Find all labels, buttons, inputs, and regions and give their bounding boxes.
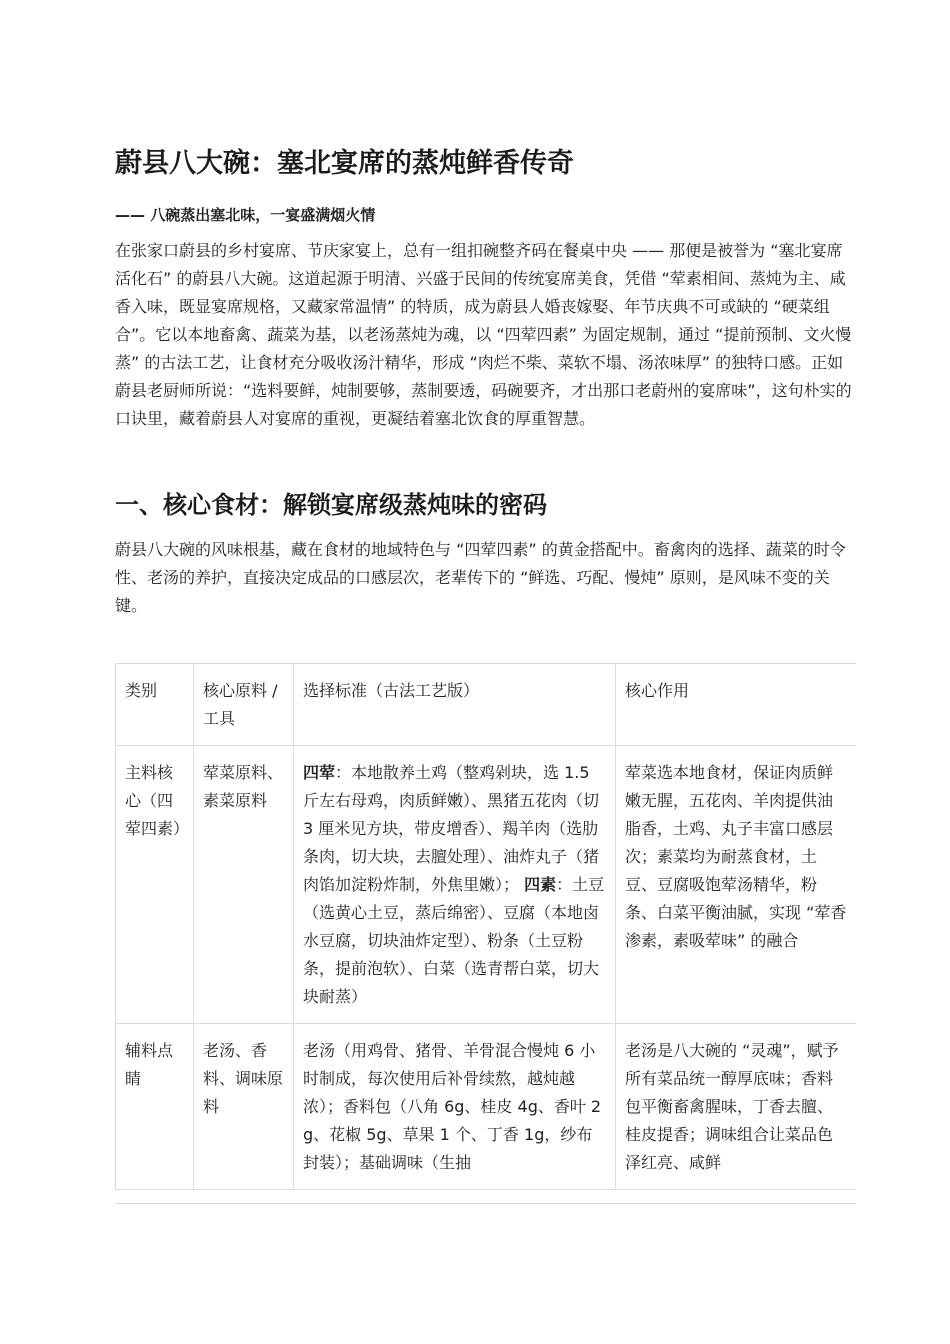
table-cell-role: 荤菜选本地食材，保证肉质鲜嫩无腥，五花肉、羊肉提供油脂香，土鸡、丸子丰富口感层次；素菜均为耐蒸食材，土豆、豆腐吸饱荤汤精华，粉条、白菜平衡油腻，实现 “荤香渗素，素吸荤味” 的融合: [616, 746, 857, 1024]
table-row: [116, 1024, 857, 1190]
table-header-cell: 选择标准（古法工艺版）: [294, 664, 616, 746]
table-row: [116, 746, 857, 1024]
table-cell-materials: 老汤、香料、调味原料: [194, 1024, 294, 1190]
bold-label-veg: 四素: [524, 875, 557, 894]
page-subtitle: —— 八碗蒸出塞北味，一宴盛满烟火情: [115, 206, 376, 224]
table-cell-role: 老汤是八大碗的 “灵魂”，赋予所有菜品统一醇厚底味；香料包平衡畜禽腥味，丁香去膻、桂皮提香；调味组合让菜品色泽红亮、咸鲜: [616, 1024, 857, 1190]
standard-text-meat: ：本地散养土鸡（整鸡剁块，选 1.5 斤左右母鸡，肉质鲜嫩）、黑猪五花肉（切 3 厘米见方块，带皮增香）、羯羊肉（选肋条肉，切大块，去膻处理）、油炸丸子（猪肉馅加淀粉炸制，外焦里嫩）；: [303, 763, 600, 894]
section-intro-paragraph: 蔚县八大碗的风味根基，藏在食材的地域特色与 “四荤四素” 的黄金搭配中。畜禽肉的选择、蔬菜的时令性、老汤的养护，直接决定成品的口感层次，老辈传下的 “鲜选、巧配、慢炖” 原则，是风味不变的关键。: [115, 540, 846, 615]
section-heading: 一、核心食材：解锁宴席级蒸炖味的密码: [115, 491, 547, 519]
ingredients-table: [115, 663, 856, 1190]
bold-label-meat: 四荤: [303, 763, 336, 782]
intro-paragraph: 在张家口蔚县的乡村宴席、节庆家宴上，总有一组扣碗整齐码在餐桌中央 —— 那便是被誉为 “塞北宴席活化石” 的蔚县八大碗。这道起源于明清、兴盛于民间的传统宴席美食，凭借 “荤素相间、蒸炖为主、咸香入味，既显宴席规格，又藏家常温情” 的特质，成为蔚县人婚丧嫁娶、年节庆典不可或缺的 “硬菜组合”。它以本地畜禽、蔬菜为基，以老汤蒸炖为魂，以 “四荤四素” 为固定规制，通过 “提前预制、文火慢蒸” 的古法工艺，让食材充分吸收汤汁精华，形成 “肉烂不柴、菜软不塌、汤浓味厚” 的独特口感。正如蔚县老厨师所说：“选料要鲜，炖制要够，蒸制要透，码碗要齐，才出那口老蔚州的宴席味”，这句朴实的口诀里，藏着蔚县人对宴席的重视，更凝结着塞北饮食的厚重智慧。: [115, 241, 852, 428]
table-header-cell: 核心作用: [616, 664, 857, 746]
table-header-row: [116, 664, 857, 746]
page-title: 蔚县八大碗：塞北宴席的蒸炖鲜香传奇: [115, 148, 574, 179]
standard-text-veg: ：土豆（选黄心土豆，蒸后绵密）、豆腐（本地卤水豆腐，切块油炸定型）、粉条（土豆粉条，提前泡软）、白菜（选青帮白菜，切大块耐蒸）: [303, 875, 605, 1006]
table-cell-materials: 荤菜原料、素菜原料: [194, 746, 294, 1024]
table-cell-standard: 老汤（用鸡骨、猪骨、羊骨混合慢炖 6 小时制成，每次使用后补骨续熬，越炖越浓）；香料包（八角 6g、桂皮 4g、香叶 2g、花椒 5g、草果 1 个、丁香 1g，纱布封装）；基础调味（生抽: [294, 1024, 616, 1190]
table-cell-category: 辅料点睛: [116, 1024, 194, 1190]
table-cell-standard: [294, 746, 616, 1024]
table-cell-category: 主料核心（四荤四素）: [116, 746, 194, 1024]
table-header-cell: 核心原料 / 工具: [194, 664, 294, 746]
table-header-cell: 类别: [116, 664, 194, 746]
ingredients-table-container: [115, 663, 856, 1204]
